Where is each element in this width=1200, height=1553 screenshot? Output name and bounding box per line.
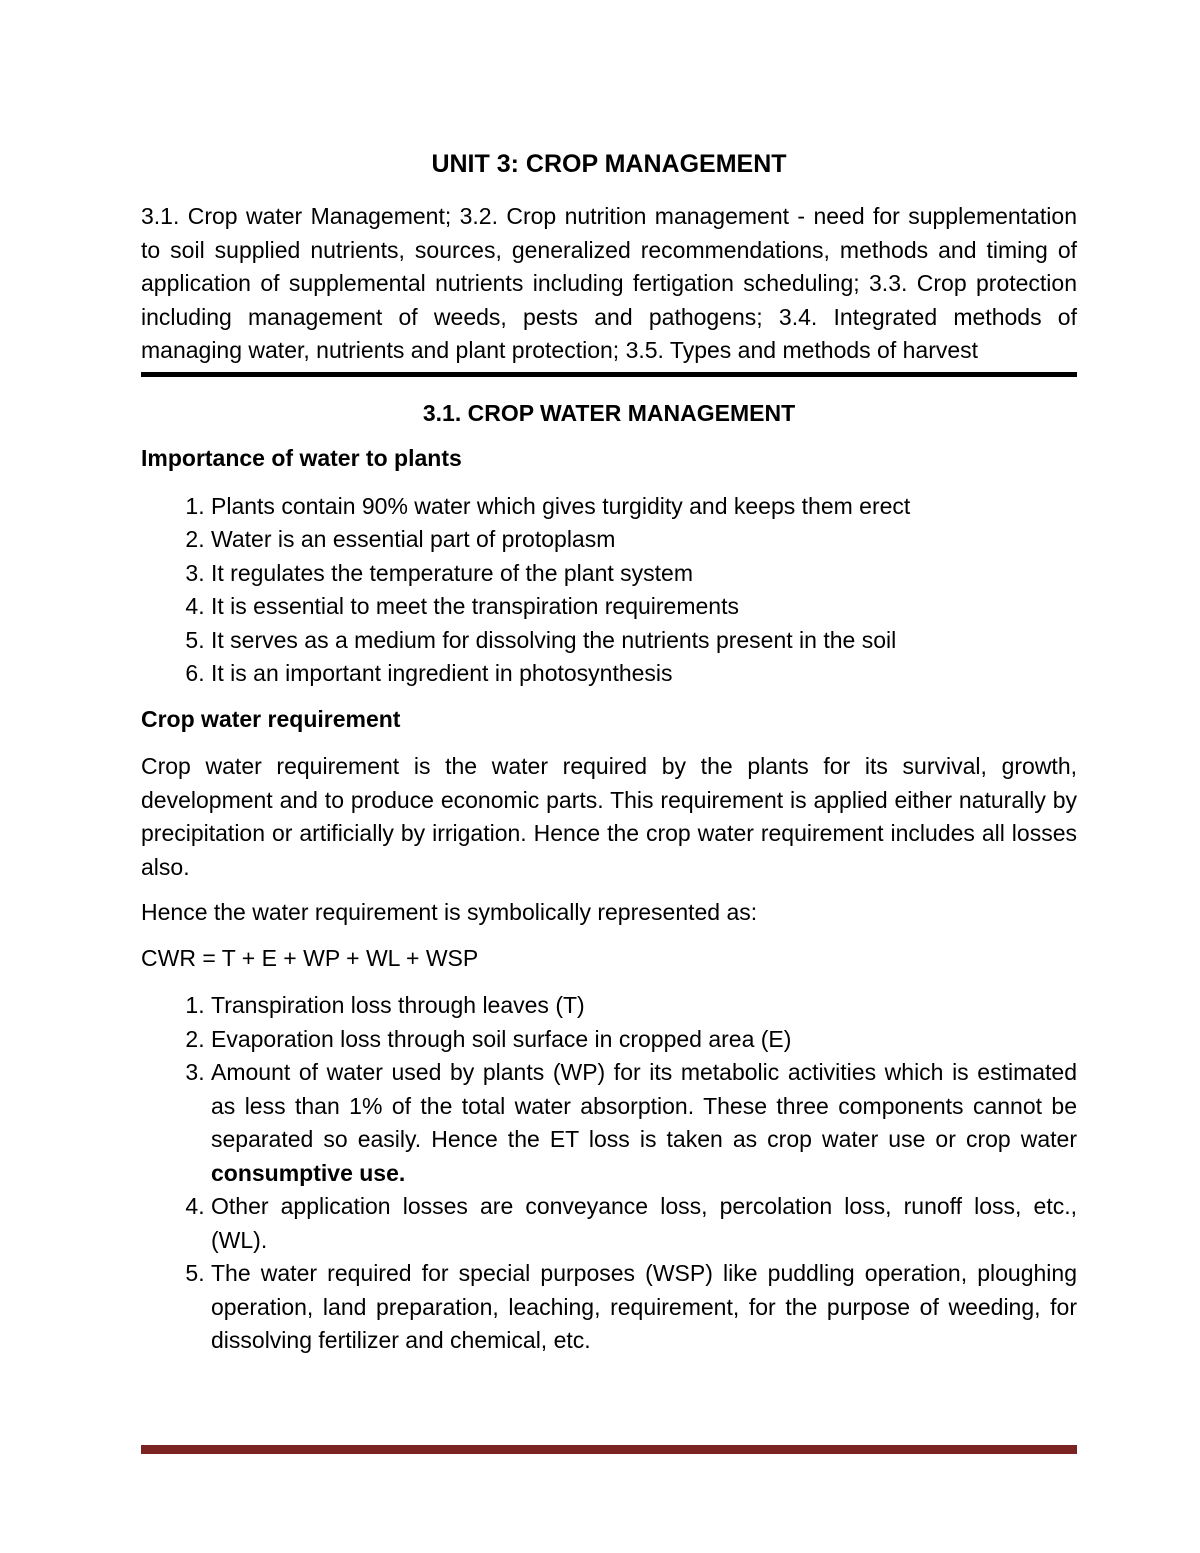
list-item: 1. Plants contain 90% water which gives turgidity and keeps them erect — [211, 490, 1077, 524]
list-item: 4. Other application losses are conveyance loss, percolation loss, runoff loss, etc., (WL). — [211, 1190, 1077, 1257]
importance-heading: Importance of water to plants — [141, 445, 462, 471]
cwr-intro: Hence the water requirement is symbolically represented as: — [141, 899, 758, 925]
unit-title: UNIT 3: CROP MANAGEMENT — [431, 150, 787, 178]
list-item: 5. It serves as a medium for dissolving the nutrients present in the soil — [211, 624, 1077, 658]
list-item: 6. It is an important ingredient in photosynthesis — [211, 657, 1077, 691]
list-item — [211, 1056, 1077, 1190]
syllabus-paragraph: 3.1. Crop water Management; 3.2. Crop nutrition management - need for supplementation to soil supplied nutrients, sources, generalized recommendations, methods and timing of application of supplemental nutrients including fertigation scheduling; 3.3. Crop protection including management of weeds, pests and pathogens; 3.4. Integrated methods of managing water, nutrients and plant protection; 3.5. Types and methods of harvest — [141, 203, 1077, 363]
list-item: 4. It is essential to meet the transpiration requirements — [211, 590, 1077, 624]
list-item: 3. It regulates the temperature of the plant system — [211, 557, 1077, 591]
footer-rule — [141, 1445, 1077, 1454]
list-item-text: Amount of water used by plants (WP) for its metabolic activities which is estimated as less than 1% of the total water absorption. These three components cannot be separated so easily. Hence the ET loss is taken as crop water use or crop water — [211, 1059, 1077, 1152]
cwr-paragraph: Crop water requirement is the water required by the plants for its survival, growth, development and to produce economic parts. This requirement is applied either naturally by precipitation or artificially by irrigation. Hence the crop water requirement includes all losses also. — [141, 753, 1077, 880]
importance-list — [141, 490, 1077, 691]
document-page — [141, 140, 1077, 1370]
list-item: 2. Evaporation loss through soil surface in cropped area (E) — [211, 1023, 1077, 1057]
list-item: 5. The water required for special purposes (WSP) like puddling operation, ploughing operation, land preparation, leaching, requirement, for the purpose of weeding, for dissolving fertilizer and chemical, etc. — [211, 1257, 1077, 1358]
section-title: 3.1. CROP WATER MANAGEMENT — [422, 399, 796, 426]
cwr-components-list — [141, 989, 1077, 1358]
consumptive-use-term: consumptive use — [211, 1159, 399, 1186]
cwr-heading: Crop water requirement — [141, 705, 401, 732]
list-item: 2. Water is an essential part of protoplasm — [211, 523, 1077, 557]
consumptive-use-period: . — [398, 1159, 406, 1186]
cwr-equation: CWR = T + E + WP + WL + WSP — [141, 944, 479, 971]
section-divider — [141, 372, 1077, 377]
list-item: 1. Transpiration loss through leaves (T) — [211, 989, 1077, 1023]
